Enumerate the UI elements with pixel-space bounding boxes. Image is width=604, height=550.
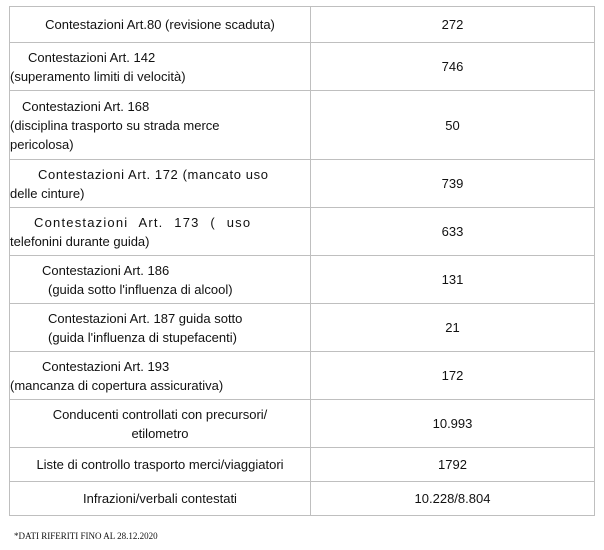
row-label-cell — [10, 160, 311, 208]
table-row — [10, 482, 595, 516]
row-label-cell — [10, 7, 311, 43]
row-label-cell — [10, 43, 311, 91]
row-label-line: Contestazioni Art. 168 — [22, 98, 150, 114]
row-value: 1792 — [311, 448, 595, 482]
row-label-line: (guida sotto l'influenza di alcool) — [48, 281, 233, 297]
row-label-line: (superamento limiti di velocità) — [10, 68, 186, 84]
row-value: 739 — [311, 160, 595, 208]
table-row — [10, 352, 595, 400]
table-row — [10, 43, 595, 91]
table-row — [10, 256, 595, 304]
row-label-line: (disciplina trasporto su strada merce — [10, 117, 220, 133]
statistics-table — [9, 6, 595, 516]
table-row — [10, 448, 595, 482]
row-value: 746 — [311, 43, 595, 91]
row-label-line: Contestazioni Art. 172 (mancato uso — [38, 166, 269, 182]
row-label-line: Conducenti controllati con precursori/ — [52, 406, 268, 422]
row-label-cell — [10, 91, 311, 160]
row-label-line: (guida l'influenza di stupefacenti) — [48, 329, 237, 345]
row-label-line: pericolosa) — [10, 136, 74, 152]
table-row — [10, 208, 595, 256]
table-row — [10, 7, 595, 43]
row-label-cell — [10, 400, 311, 448]
table-row — [10, 160, 595, 208]
row-label-line: delle cinture) — [10, 185, 85, 201]
row-value: 131 — [311, 256, 595, 304]
table-row — [10, 91, 595, 160]
row-label-line: etilometro — [131, 425, 189, 441]
table-row — [10, 400, 595, 448]
row-label-line: (mancanza di copertura assicurativa) — [10, 377, 224, 393]
row-label-line: Contestazioni Art. 142 — [28, 49, 156, 65]
row-label-cell — [10, 304, 311, 352]
row-label-cell — [10, 208, 311, 256]
row-label-line: Contestazioni Art. 173 ( uso — [34, 214, 252, 230]
table-row — [10, 304, 595, 352]
row-value: 172 — [311, 352, 595, 400]
row-label-cell — [10, 448, 311, 482]
row-label-line: Infrazioni/verbali contestati — [83, 491, 237, 506]
row-value: 10.228/8.804 — [311, 482, 595, 516]
row-value: 633 — [311, 208, 595, 256]
row-label-line: Contestazioni Art.80 (revisione scaduta) — [45, 17, 275, 32]
row-label-cell — [10, 256, 311, 304]
row-label-cell — [10, 482, 311, 516]
footnote: *DATI RIFERITI FINO AL 28.12.2020 — [14, 531, 158, 541]
row-label-line: Contestazioni Art. 193 — [42, 358, 170, 374]
row-value: 50 — [311, 91, 595, 160]
row-label-cell — [10, 352, 311, 400]
row-label-line: telefonini durante guida) — [10, 233, 150, 249]
row-value: 10.993 — [311, 400, 595, 448]
row-value: 272 — [311, 7, 595, 43]
row-label-line: Liste di controllo trasporto merci/viaggiatori — [36, 457, 284, 472]
row-label-line: Contestazioni Art. 187 guida sotto — [48, 310, 243, 326]
row-label-line: Contestazioni Art. 186 — [42, 262, 170, 278]
row-value: 21 — [311, 304, 595, 352]
